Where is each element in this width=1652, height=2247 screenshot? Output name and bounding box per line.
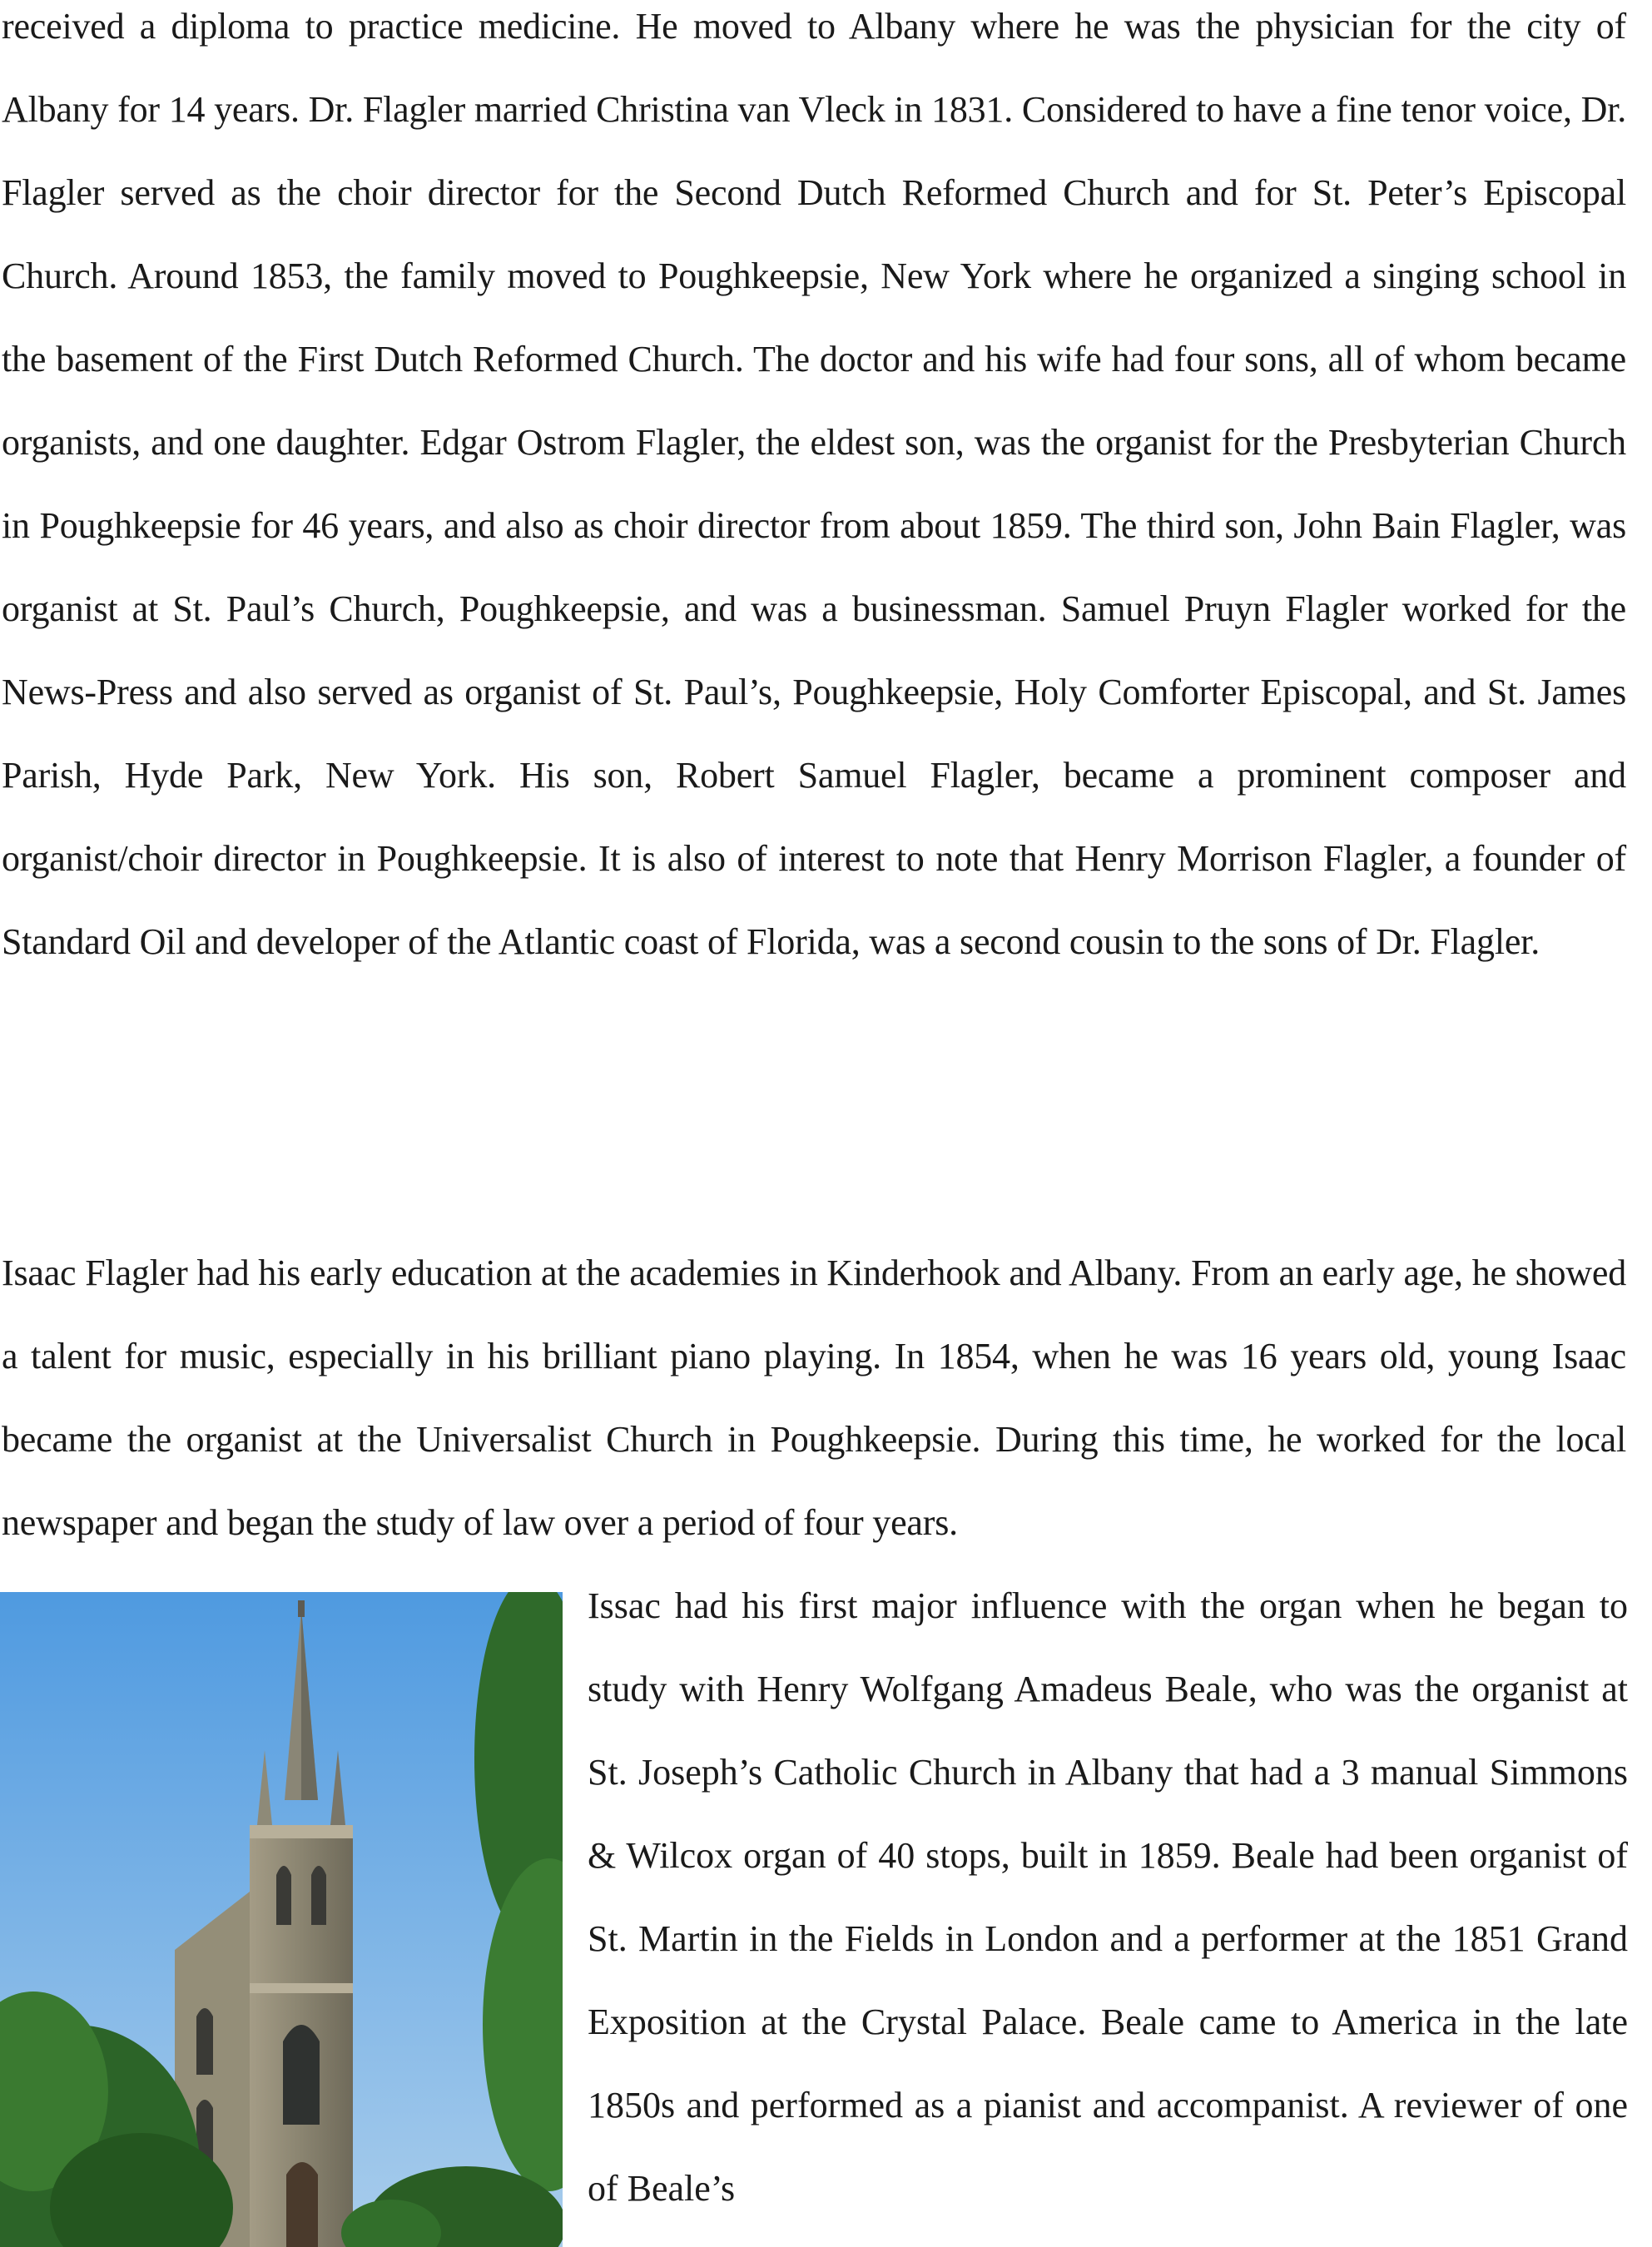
church-spire-photo — [0, 1592, 563, 2247]
paragraph-isaac-education: Isaac Flagler had his early education at the academies in Kinderhook and Albany. From an early age, he showed a talent for music, especially in his brilliant piano playing. In 1854, when he was 16 years old, young Isaac became the organist at the Universalist Church in Poughkeepsie. During this time, he worked for the local newspaper and began the study of law over a period of four years. — [2, 1252, 1626, 1543]
paragraph-beale-influence: Issac had his first major influence with the organ when he began to study with Henry Wolfgang Amadeus Beale, who was the organist at St. Joseph’s Catholic Church in Albany that had a 3 manual Simmons & Wilcox organ of 40 stops, built in 1859. Beale had been organist of St. Martin in the Fields in London and a performer at the 1851 Grand Exposition at the Crystal Palace. Beale came to America in the late 1850s and performed as a pianist and accompanist. A reviewer of one of Beale’s — [588, 1585, 1628, 2209]
paragraph-flagler-family: received a diploma to practice medicine. He moved to Albany where he was the physician for the city of Albany for 14 years. Dr. Flagler married Christina van Vleck in 1831. Considered to have a fine tenor voice, Dr. Flagler served as the choir director for the Second Dutch Reformed Church and for St. Peter’s Episcopal Church. Around 1853, the family moved to Poughkeepsie, New York where he organized a singing school in the basement of the First Dutch Reformed Church. The doctor and his wife had four sons, all of whom became organists, and one daughter. Edgar Ostrom Flagler, the eldest son, was the organist for the Presbyterian Church in Poughkeepsie for 46 years, and also as choir director from about 1859. The third son, John Bain Flagler, was organist at St. Paul’s Church, Poughkeepsie, and was a businessman. Samuel Pruyn Flagler worked for the News-Press and also served as organist of St. Paul’s, Poughkeepsie, Holy Comforter Episcopal, and St. James Parish, Hyde Park, New York. His son, Robert Samuel Flagler, became a prominent composer and organist/choir director in Poughkeepsie. It is also of interest to note that Henry Morrison Flagler, a founder of Standard Oil and developer of the Atlantic coast of Florida, was a second cousin to the sons of Dr. Flagler. — [2, 6, 1626, 962]
